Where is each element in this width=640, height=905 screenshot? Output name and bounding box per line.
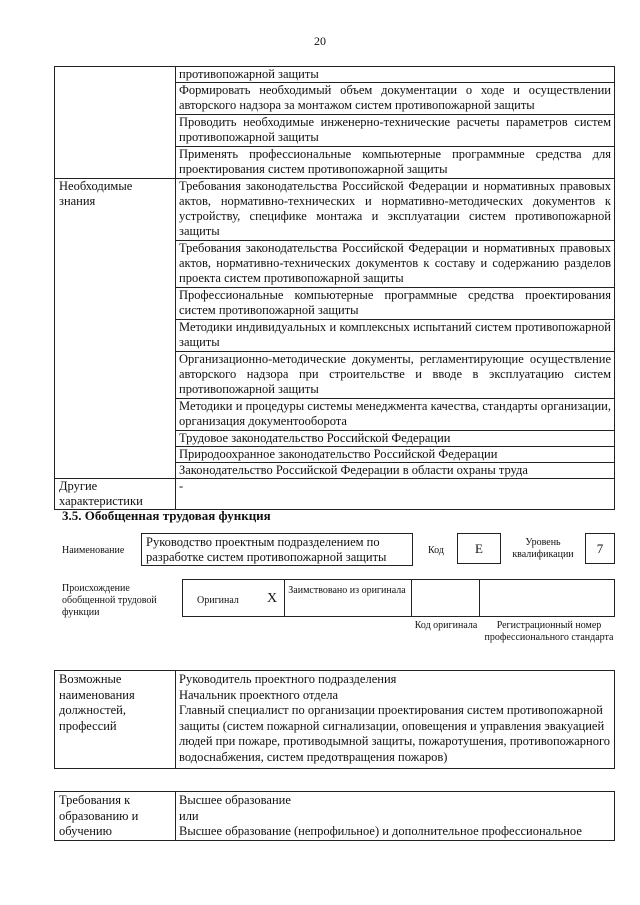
function-name-box: Руководство проектным подразделением по разработке систем противопожарной защиты [141, 533, 413, 566]
list-item: Методики и процедуры системы менеджмента качества, стандарты организации, организация документооборота [176, 399, 614, 431]
list-item: Руководитель проектного подразделения [179, 672, 397, 686]
list-item: Высшее образование (непрофильное) и дополнительное профессиональное [179, 824, 582, 838]
positions-label: Возможные наименования должностей, профессий [55, 671, 176, 769]
section-heading: 3.5. Обобщенная трудовая функция [62, 508, 271, 523]
page-number: 20 [314, 34, 326, 48]
divider [284, 580, 285, 616]
divider [411, 580, 412, 616]
continuation-label-cell [55, 67, 176, 179]
knowledge-cell [176, 179, 615, 479]
other-label: Другие характеристики [55, 479, 176, 510]
list-item: Природоохранное законодательство Российской Федерации [176, 447, 614, 463]
code-origin-caption: Код оригинала [414, 620, 478, 631]
list-item: противопожарной защиты [176, 67, 614, 83]
list-item: Организационно-методические документы, регламентирующие осуществление авторского надзора при строительстве и вводе в эксплуатацию систем противопожарной защиты [176, 352, 614, 399]
divider [479, 580, 480, 616]
list-item: Требования законодательства Российской Федерации и нормативных правовых актов, нормативно-технических документов к составу и содержанию разделов проекта систем противопожарной защиты [176, 241, 614, 288]
list-item: Проводить необходимые инженерно-технические расчеты параметров систем противопожарной защиты [176, 115, 614, 147]
positions-table [54, 670, 615, 769]
list-item: Применять профессиональные компьютерные программные средства для проектирования систем противопожарной защиты [179, 147, 611, 176]
list-item: или [179, 808, 199, 823]
knowledge-label: Необходимые знания [55, 179, 176, 479]
list-item: Методики индивидуальных и комплексных испытаний систем противопожарной защиты [176, 320, 614, 352]
code-box: E [457, 533, 501, 564]
origin-box [182, 579, 615, 617]
original-label: Оригинал [197, 595, 239, 606]
list-item: Профессиональные компьютерные программные средства проектирования систем противопожарной защиты [176, 288, 614, 320]
education-cell [176, 792, 615, 841]
list-item: Формировать необходимый объем документации о ходе и осуществлении авторского надзора за монтажом систем противопожарной защиты [176, 83, 614, 115]
list-item: Законодательство Российской Федерации в области охраны труда [179, 463, 528, 477]
level-box: 7 [585, 533, 615, 564]
list-item: Высшее образование [179, 793, 291, 807]
name-label: Наименование [62, 545, 125, 556]
borrowed-label: Заимствовано из оригинала [288, 585, 406, 596]
reg-number-caption: Регистрационный номер профессионального стандарта [484, 620, 614, 643]
list-item: Трудовое законодательство Российской Федерации [176, 431, 614, 447]
original-mark: X [267, 591, 278, 606]
level-label: Уровень квалификации [512, 537, 574, 560]
skills-knowledge-table [54, 66, 615, 510]
list-item: Требования законодательства Российской Федерации и нормативных правовых актов, нормативно-технических и нормативно-методических документов к устройству, специфике монтажа и эксплуатации систем противопожарной защиты [176, 179, 614, 241]
list-item: Главный специалист по организации проектирования систем противопожарной защиты (систем пожарной сигнализации, оповещения и управления эвакуацией людей при пожаре, противодымной защиты, пожаротушения, противопожарного водоснабжения, систем предотвращения пожаров) [179, 703, 611, 764]
list-item: Начальник проектного отдела [179, 687, 339, 702]
education-table [54, 791, 615, 841]
origin-label: Происхождение обобщенной трудовой функции [62, 583, 157, 618]
continuation-cell [176, 67, 615, 179]
education-label: Требования к образованию и обучению [55, 792, 176, 841]
code-label: Код [428, 545, 444, 556]
positions-cell [176, 671, 615, 769]
other-value: - [176, 479, 615, 510]
